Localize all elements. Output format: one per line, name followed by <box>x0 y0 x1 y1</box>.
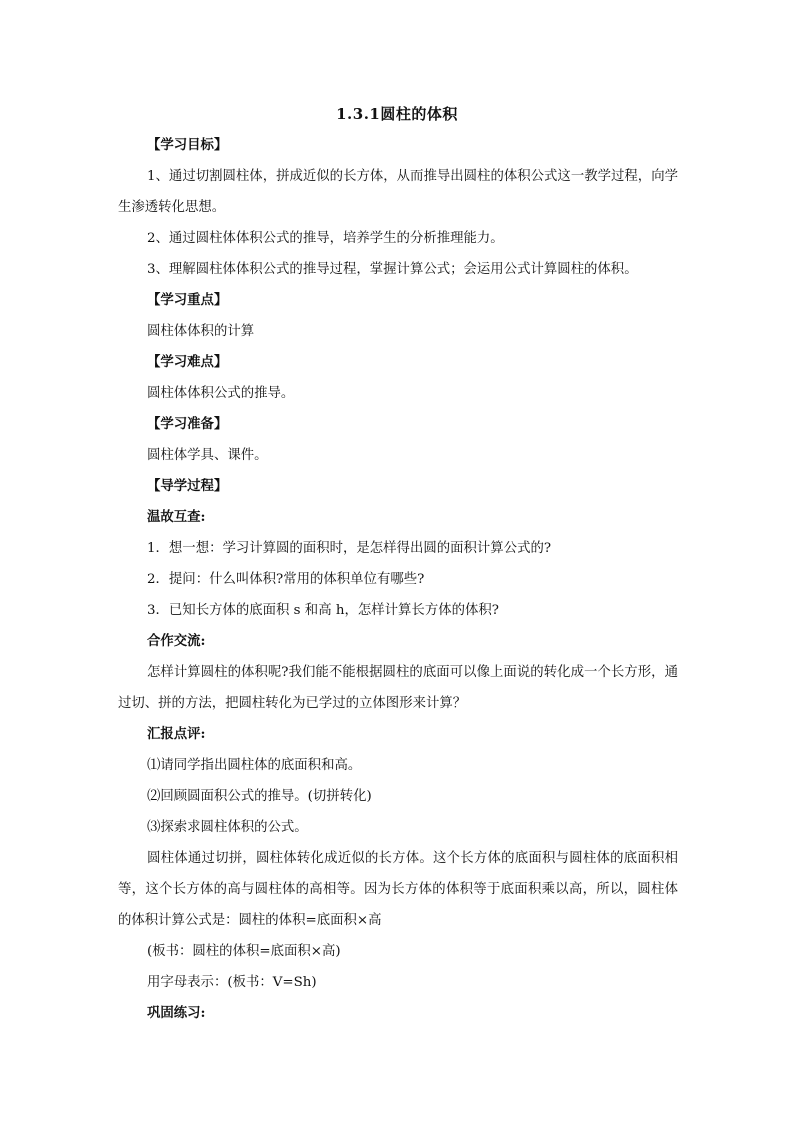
objective-item-2: 2、通过圆柱体体积公式的推导，培养学生的分析推理能力。 <box>147 231 504 246</box>
review-item-1: 1．想一想：学习计算圆的面积时，是怎样得出圆的面积计算公式的? <box>147 541 552 556</box>
report-heading: 汇报点评: <box>147 726 206 742</box>
review-item-2: 2．提问：什么叫体积?常用的体积单位有哪些? <box>147 572 425 587</box>
cooperation-text: 怎样计算圆柱的体积呢?我们能不能根据圆柱的底面可以像上面说的转化成一个长方形，通过切、拼的方法，把圆柱转化为已学过的立体图形来计算？ <box>118 665 678 711</box>
report-item-2: ⑵回顾圆面积公式的推导。(切拼转化) <box>147 789 372 804</box>
preparation-heading: 【学习准备】 <box>147 416 228 432</box>
objective-item-3: 3、理解圆柱体体积公式的推导过程，掌握计算公式；会运用公式计算圆柱的体积。 <box>147 262 638 277</box>
difficulty-text: 圆柱体体积公式的推导。 <box>147 386 295 401</box>
review-heading: 温故互查: <box>147 509 206 525</box>
report-explanation: 圆柱体通过切拼，圆柱体转化成近似的长方体。这个长方体的底面积与圆柱体的底面积相等，这个长方体的高与圆柱体的高相等。因为长方体的体积等于底面积乘以高，所以，圆柱体的体积计算公式是：圆柱的体积=底面积×高 <box>118 851 678 928</box>
objectives-heading: 【学习目标】 <box>147 137 228 153</box>
document-title: 1.3.1圆柱的体积 <box>336 105 458 123</box>
report-item-3: ⑶探索求圆柱体积的公式。 <box>147 820 308 835</box>
practice-heading: 巩固练习: <box>147 1005 206 1021</box>
report-item-1: ⑴请同学指出圆柱体的底面积和高。 <box>147 758 362 773</box>
review-item-3: 3．已知长方体的底面积 s 和高 h，怎样计算长方体的体积? <box>147 603 499 618</box>
board-note-1: (板书：圆柱的体积=底面积×高) <box>147 944 341 959</box>
document-body <box>118 130 678 1029</box>
board-note-2: 用字母表示：(板书：V=Sh) <box>147 975 317 990</box>
key-point-text: 圆柱体体积的计算 <box>147 324 255 339</box>
objective-item-1: 1、通过切割圆柱体，拼成近似的长方体，从而推导出圆柱的体积公式这一教学过程，向学生渗透转化思想。 <box>118 169 678 215</box>
key-point-heading: 【学习重点】 <box>147 292 228 308</box>
preparation-text: 圆柱体学具、课件。 <box>147 448 268 463</box>
difficulty-heading: 【学习难点】 <box>147 354 228 370</box>
process-heading: 【导学过程】 <box>147 478 228 494</box>
cooperation-heading: 合作交流: <box>147 633 206 649</box>
